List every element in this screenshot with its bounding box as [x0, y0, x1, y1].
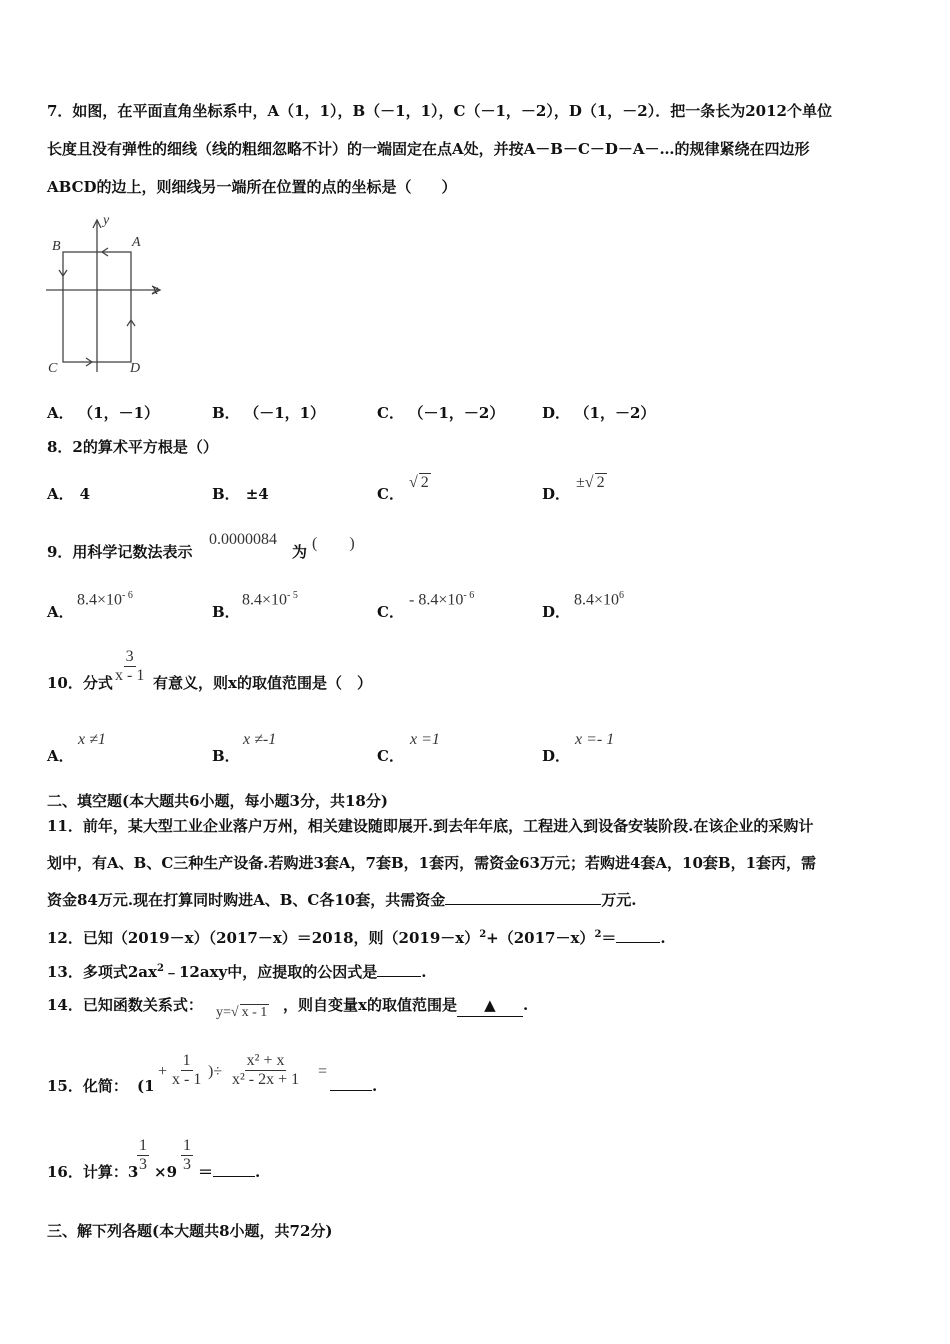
q14-suffix: ，则自变量x的取值范围是 ▲ .	[283, 994, 528, 1017]
q11-line2: 划中，有A、B、C三种生产设备.若购进3套A，7套B，1套丙，需资金63万元；若购进4套A，10套B，1套丙，需	[47, 854, 817, 872]
q9-option-d-value: $8.4\times 10^6$	[574, 590, 625, 609]
q7-line3: ABCD的边上，则细线另一端所在位置的点的坐标是（ ）	[47, 178, 457, 196]
q15-open: (1	[137, 1077, 155, 1095]
q8-option-a[interactable]: A． 4	[47, 485, 91, 503]
q11-line1: 11．前年，某大型工业企业落户万州，相关建设随即展开.到去年年底，工程进入到设备安装阶段.在该企业的采购计	[47, 817, 814, 835]
q9-option-a-value: $8.4\times 10^{- 6}$	[77, 590, 133, 609]
coordinate-figure	[44, 212, 170, 382]
q10-option-a[interactable]: A．	[47, 747, 74, 765]
q8-option-d[interactable]: D．	[542, 485, 571, 503]
q10-option-d[interactable]: D．	[542, 747, 571, 765]
q9-option-c-value: - $8.4\times 10^{- 6}$	[409, 590, 475, 609]
q9-stem-after: 为	[292, 543, 308, 561]
q15-label: 15．化简：	[47, 1077, 128, 1095]
q15-answer: .	[330, 1075, 377, 1097]
q15-fraction-2: $\frac{\text{x² + x}}{\text{x² - 2x + 1}}$	[232, 1052, 300, 1088]
q11-answer-blank[interactable]	[445, 904, 601, 905]
q14-prefix: 14．已知函数关系式：	[47, 996, 203, 1014]
q15-equals: =	[318, 1063, 328, 1080]
label-y: y	[103, 213, 110, 228]
q10-option-c-value: x =1	[410, 731, 440, 748]
q9-option-c[interactable]: C．	[377, 603, 404, 621]
section3-heading: 三、解下列各题(本大题共8小题，共72分)	[47, 1222, 333, 1240]
q9-option-b[interactable]: B．	[212, 603, 240, 621]
q14-answer-blank[interactable]	[457, 994, 523, 1017]
q16-fraction-1: $\frac{1}{3}$	[139, 1137, 147, 1173]
q8-option-d-value: ±√ 2	[576, 474, 605, 491]
q10-fraction: $\frac{3}{x - 1}$	[115, 648, 145, 684]
q7-option-c[interactable]: C． （－1，－2）	[377, 404, 505, 422]
label-x: x	[152, 283, 159, 298]
q9-option-b-value: $8.4\times 10^{- 5}$	[242, 590, 298, 609]
q15-close-div: )÷	[208, 1063, 223, 1080]
q8-option-c-value: √ 2	[409, 474, 429, 491]
q10-option-a-value: x ≠1	[78, 731, 106, 748]
q10-option-c[interactable]: C．	[377, 747, 404, 765]
q9-number: 0.0000084	[209, 531, 277, 548]
q12-answer-blank[interactable]	[616, 942, 660, 943]
label-d: D	[130, 361, 141, 376]
q7-line2: 长度且没有弹性的细线（线的粗细忽略不计）的一端固定在点A处，并按A－B－C－D－A－…的规律紧绕在四边形	[47, 140, 810, 158]
triangle-icon: ▲	[484, 996, 496, 1014]
q10-suffix: 有意义，则x的取值范围是（ ）	[153, 674, 372, 692]
q7-line1: 7．如图，在平面直角坐标系中，A（1，1），B（－1，1），C（－1，－2），D（1，－2）．把一条长为2012个单位	[47, 102, 832, 120]
q10-option-b[interactable]: B．	[212, 747, 240, 765]
q13-answer-blank[interactable]	[377, 976, 421, 977]
label-c: C	[48, 361, 58, 376]
q16-label: 16．计算：3	[47, 1163, 139, 1181]
q7-option-b[interactable]: B． （－1，1）	[212, 404, 326, 422]
q16-fraction-2: $\frac{1}{3}$	[183, 1137, 191, 1173]
q10-prefix: 10．分式	[47, 674, 113, 692]
q12-stem: 12．已知（2019－x）（2017－x）＝2018，则$(2019-x)^2+(2017-x)^2=$ .	[47, 929, 666, 947]
q7-option-d[interactable]: D． （1，－2）	[542, 404, 656, 422]
q9-paren: ( )	[312, 535, 355, 552]
label-b: B	[52, 239, 61, 254]
q13-stem: 13．多项式$2ax^2﹣12axy$中，应提取的公因式是 .	[47, 963, 427, 981]
q16-answer: ＝ .	[198, 1163, 261, 1181]
q7-option-a[interactable]: A． （1，－1）	[47, 404, 160, 422]
label-a: A	[132, 235, 141, 250]
q9-option-d[interactable]: D．	[542, 603, 571, 621]
q8-stem: 8．2的算术平方根是（）	[47, 438, 218, 456]
section2-heading: 二、填空题(本大题共6小题，每小题3分，共18分)	[47, 792, 388, 810]
q15-answer-blank[interactable]	[330, 1090, 372, 1091]
q10-option-b-value: x ≠-1	[243, 731, 277, 748]
q15-plus: +	[158, 1063, 168, 1080]
q9-option-a[interactable]: A．	[47, 603, 74, 621]
q11-line3: 资金84万元.现在打算同时购进A、B、C各10套，共需资金 万元.	[47, 891, 637, 909]
q16-answer-blank[interactable]	[213, 1176, 255, 1177]
q9-stem-before: 9．用科学记数法表示	[47, 543, 193, 561]
q16-times: ×9	[154, 1163, 178, 1181]
q8-option-b[interactable]: B． ±4	[212, 485, 269, 503]
q10-option-d-value: x =- 1	[575, 731, 615, 748]
q14-formula: y=√ x - 1	[216, 1005, 268, 1020]
q15-fraction-1: $\frac{1}{x - 1}$	[172, 1052, 202, 1088]
q8-option-c[interactable]: C．	[377, 485, 404, 503]
